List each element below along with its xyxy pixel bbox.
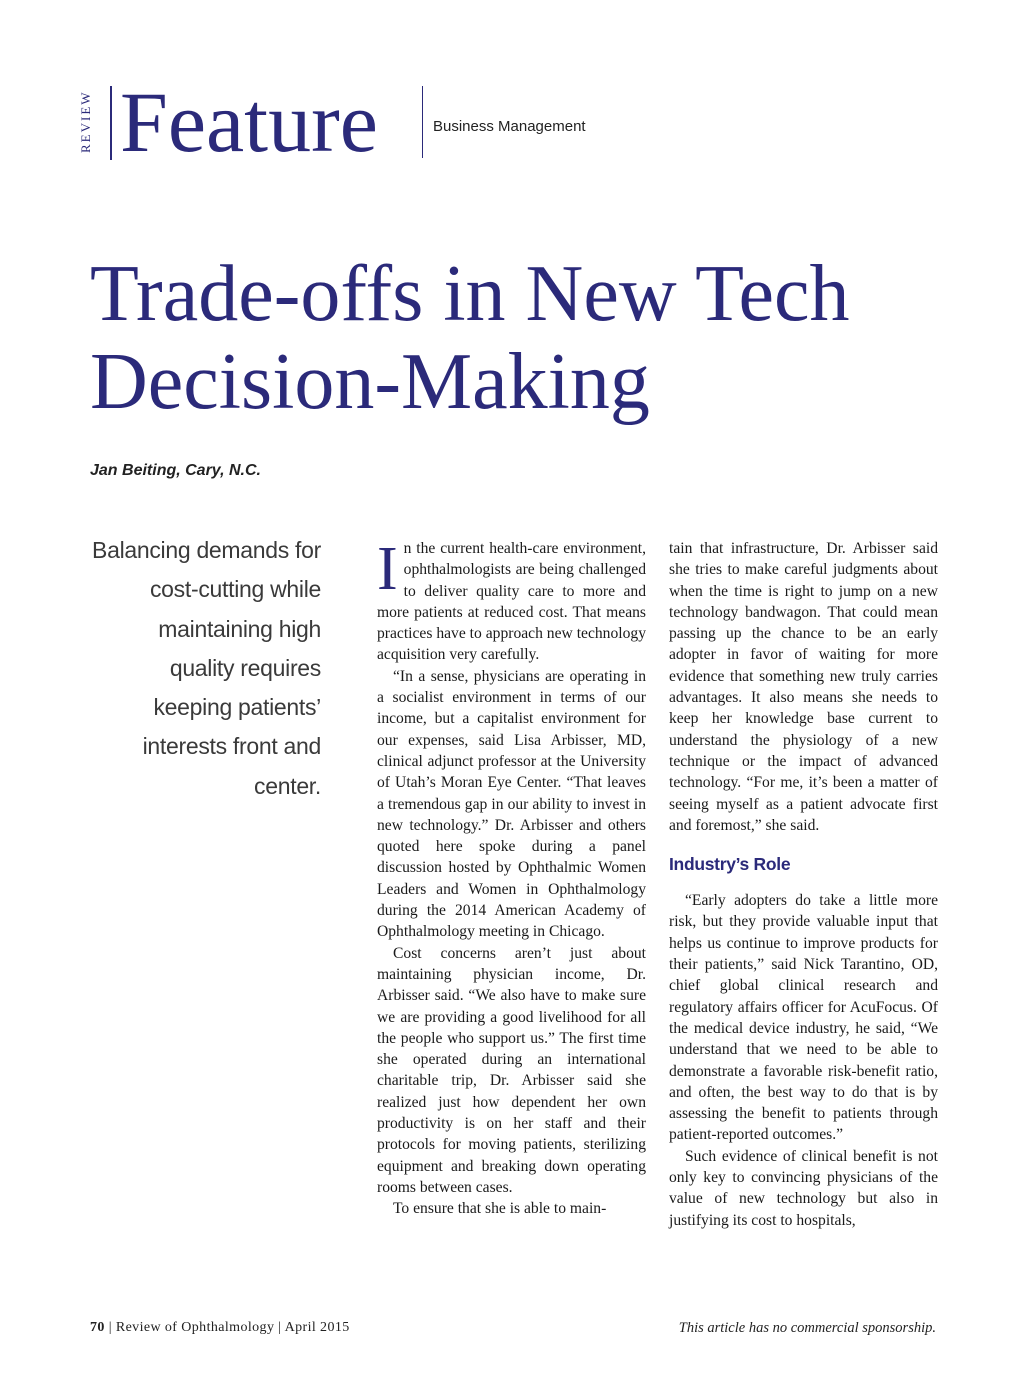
page-number: 70: [90, 1320, 105, 1335]
feature-label: Feature: [120, 74, 378, 170]
paragraph: “In a sense, physicians are operating in a socialist environment in terms of our income, but a capitalist environment for our expenses, said Lisa Arbisser, MD, clinical adjunct professor at the University of Utah’s Moran Eye Center. “That leaves a tremendous gap in our ability to invest in new technology.” Dr. Arbisser and others quoted here spoke during a panel discussion hosted by Ophthalmic Women Leaders and Women in Ophthalmology during the 2014 American Academy of Ophthalmology meeting in Chicago.: [377, 667, 646, 941]
paragraph-text: n the current health-care environment, ophthalmologists are being challenged to deliver quality care to more and more patients at reduced cost. That means practices have to approach new technology acquisition very carefully.: [377, 540, 646, 664]
subheading: Industry’s Role: [669, 854, 791, 875]
issue-date: April 2015: [284, 1320, 350, 1335]
footer-divider: |: [278, 1320, 285, 1335]
article-title-line-2: Decision-Making: [90, 338, 650, 426]
header-divider: [110, 86, 112, 160]
paragraph: tain that infrastructure, Dr. Arbisser said she tries to make careful judgments about when the time is right to jump on a new technology bandwagon. That could mean passing up the chance to be an early adopter in favor of waiting for more evidence that something new truly carries advantages. It also means she needs to keep her knowledge base current to understand the physiology of a new technique or the impact of advanced technology. “For me, it’s been a matter of seeing myself as a patient advocate first and foremost,” she said.: [669, 540, 938, 834]
byline: Jan Beiting, Cary, N.C.: [90, 462, 261, 479]
publication-name: Review of Ophthalmology: [115, 1320, 275, 1335]
paragraph: Cost concerns aren’t just about maintaining physician income, Dr. Arbisser said. “We also have to make sure we are providing a good livelihood for all the people who support us.” The first time she operated during an international charitable trip, Dr. Arbisser said she realized just how dependent her own productivity is on her staff and their protocols for moving patients, sterilizing equipment and breaking down operating rooms between cases.: [377, 944, 646, 1196]
article-column-2: [669, 538, 938, 1231]
drop-cap: I: [377, 535, 398, 603]
page-footer: [90, 1320, 350, 1336]
paragraph: [377, 535, 646, 666]
footer-divider: |: [108, 1320, 116, 1335]
section-label: Business Management: [433, 118, 586, 135]
paragraph: Such evidence of clinical benefit is not only key to convincing physicians of the value of new technology but also in justifying its cost to hospitals,: [669, 1147, 938, 1229]
paragraph: “Early adopters do take a little more risk, but they provide valuable input that helps us continue to improve products for their patients,” said Nick Tarantino, OD, chief global clinical research and regulatory affairs officer for AcuFocus. Of the medical device industry, he said, “We understand that we need to be able to demonstrate a favorable risk-benefit ratio, and often, the best way to do that is by assessing the benefit to patients through patient-reported outcomes.”: [669, 892, 938, 1144]
header-divider: [422, 86, 423, 158]
paragraph: To ensure that she is able to main-: [393, 1200, 607, 1218]
sponsorship-note: This article has no commercial sponsorship.: [678, 1320, 936, 1336]
article-title: [90, 250, 970, 426]
review-label: REVIEW: [78, 90, 93, 154]
pull-quote: Balancing demands for cost-cutting while maintaining high quality requires keeping patients’ interests front and center.: [92, 537, 321, 799]
article-column-1: [377, 535, 646, 1220]
article-title-line-1: Trade-offs in New Tech: [90, 250, 850, 338]
